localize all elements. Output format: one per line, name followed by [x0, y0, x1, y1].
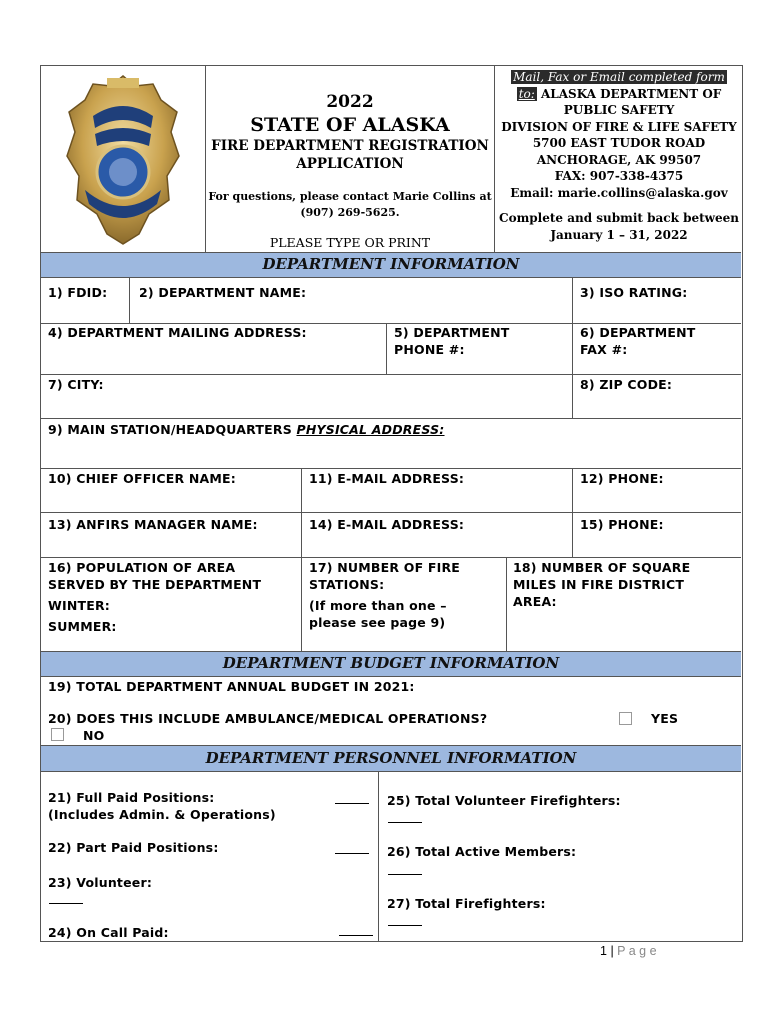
field-ambulance-question: 20) DOES THIS INCLUDE AMBULANCE/MEDICAL OPERATIONS?	[48, 711, 488, 726]
field-volunteer[interactable]: 23) Volunteer:	[48, 875, 153, 890]
contact-line1: For questions, please contact Marie Collins at	[208, 190, 492, 203]
mail-agency: ALASKA DEPARTMENT OF	[540, 86, 722, 101]
field-population-served[interactable]: 16) POPULATION OF AREA SERVED BY THE DEPARTMENT WINTER: SUMMER:	[48, 559, 298, 635]
blank-total-volunteer[interactable]	[388, 811, 422, 823]
submit-line2: January 1 – 31, 2022	[550, 227, 688, 242]
page-number: 1	[600, 944, 607, 958]
field-chief-officer-name[interactable]: 10) CHIEF OFFICER NAME:	[48, 471, 236, 486]
submit-line1: Complete and submit back between	[499, 211, 739, 225]
field-total-firefighters[interactable]: 27) Total Firefighters:	[387, 896, 546, 911]
contact-line2: (907) 269-5625.	[300, 206, 400, 219]
form-title-line2: APPLICATION	[296, 156, 404, 172]
field-department-name[interactable]: 2) DEPARTMENT NAME:	[139, 285, 307, 300]
population-winter-label: WINTER:	[48, 598, 110, 613]
checkbox-no[interactable]	[51, 728, 64, 741]
field-number-of-stations[interactable]: 17) NUMBER OF FIRE STATIONS: (If more than one – please see page 9)	[309, 560, 461, 630]
mail-line3: PUBLIC SAFETY	[563, 103, 675, 117]
field-zip-code[interactable]: 8) ZIP CODE:	[580, 377, 673, 392]
mail-fax: FAX: 907-338-4375	[554, 169, 684, 183]
population-summer-label: SUMMER:	[48, 619, 117, 634]
field-anfirs-manager-name[interactable]: 13) ANFIRS MANAGER NAME:	[48, 517, 258, 532]
field-fdid[interactable]: 1) FDID:	[48, 285, 108, 300]
field-department-phone[interactable]: 5) DEPARTMENT PHONE #:	[394, 325, 510, 357]
title-cell	[206, 66, 495, 252]
field-chief-email[interactable]: 11) E-MAIL ADDRESS:	[309, 471, 465, 486]
blank-total-firefighters[interactable]	[388, 914, 422, 926]
yes-label: YES	[651, 711, 679, 726]
page-separator: |	[610, 944, 618, 958]
field-full-paid-positions[interactable]: 21) Full Paid Positions: (Includes Admin. & Operations)	[48, 790, 276, 822]
field-total-active-members[interactable]: 26) Total Active Members:	[387, 844, 577, 859]
blank-part-paid[interactable]	[335, 842, 369, 854]
section-personnel-information: DEPARTMENT PERSONNEL INFORMATION	[41, 745, 741, 772]
mail-to: to:	[518, 86, 535, 101]
blank-total-active[interactable]	[388, 863, 422, 875]
checkbox-yes[interactable]	[619, 712, 632, 725]
field-department-fax[interactable]: 6) DEPARTMENT FAX #:	[580, 325, 696, 357]
blank-on-call-paid[interactable]	[339, 924, 373, 936]
form-title-line1: FIRE DEPARTMENT REGISTRATION	[211, 138, 489, 154]
field-total-volunteer-firefighters[interactable]: 25) Total Volunteer Firefighters:	[387, 793, 621, 808]
form-state: STATE OF ALASKA	[250, 114, 450, 136]
field-total-budget[interactable]: 19) TOTAL DEPARTMENT ANNUAL BUDGET IN 2021:	[48, 679, 415, 694]
blank-volunteer[interactable]	[49, 892, 83, 904]
field-city[interactable]: 7) CITY:	[48, 377, 104, 392]
field-iso-rating[interactable]: 3) ISO RATING:	[580, 285, 688, 300]
field-anfirs-email[interactable]: 14) E-MAIL ADDRESS:	[309, 517, 465, 532]
field-part-paid-positions[interactable]: 22) Part Paid Positions:	[48, 840, 219, 855]
print-note: PLEASE TYPE OR PRINT	[269, 235, 431, 250]
field-anfirs-phone[interactable]: 15) PHONE:	[580, 517, 664, 532]
field-on-call-paid[interactable]: 24) On Call Paid:	[48, 925, 169, 940]
field-mailing-address[interactable]: 4) DEPARTMENT MAILING ADDRESS:	[48, 325, 307, 340]
mail-email: Email: marie.collins@alaska.gov	[510, 185, 728, 200]
section-budget-information: DEPARTMENT BUDGET INFORMATION	[41, 651, 741, 677]
mail-line4: DIVISION OF FIRE & LIFE SAFETY	[501, 119, 737, 134]
no-label: NO	[83, 728, 105, 743]
fire-marshal-badge-icon	[63, 72, 183, 248]
blank-full-paid[interactable]	[335, 792, 369, 804]
field-chief-phone[interactable]: 12) PHONE:	[580, 471, 664, 486]
page-footer	[600, 944, 750, 958]
section-department-information: DEPARTMENT INFORMATION	[41, 252, 741, 278]
field-physical-address[interactable]: 9) MAIN STATION/HEADQUARTERS PHYSICAL ADDRESS:	[48, 422, 445, 437]
mail-line5: 5700 EAST TUDOR ROAD	[532, 136, 706, 150]
registration-form	[40, 65, 743, 942]
form-year: 2022	[326, 92, 374, 112]
badge-cell	[41, 66, 206, 252]
mail-line6: ANCHORAGE, AK 99507	[536, 152, 702, 167]
mail-instruction: Mail, Fax or Email completed form	[513, 70, 725, 84]
page-label: P a g e	[617, 944, 657, 958]
mail-cell	[495, 66, 743, 252]
field-square-miles[interactable]: 18) NUMBER OF SQUARE MILES IN FIRE DISTRICT AREA:	[513, 560, 691, 609]
